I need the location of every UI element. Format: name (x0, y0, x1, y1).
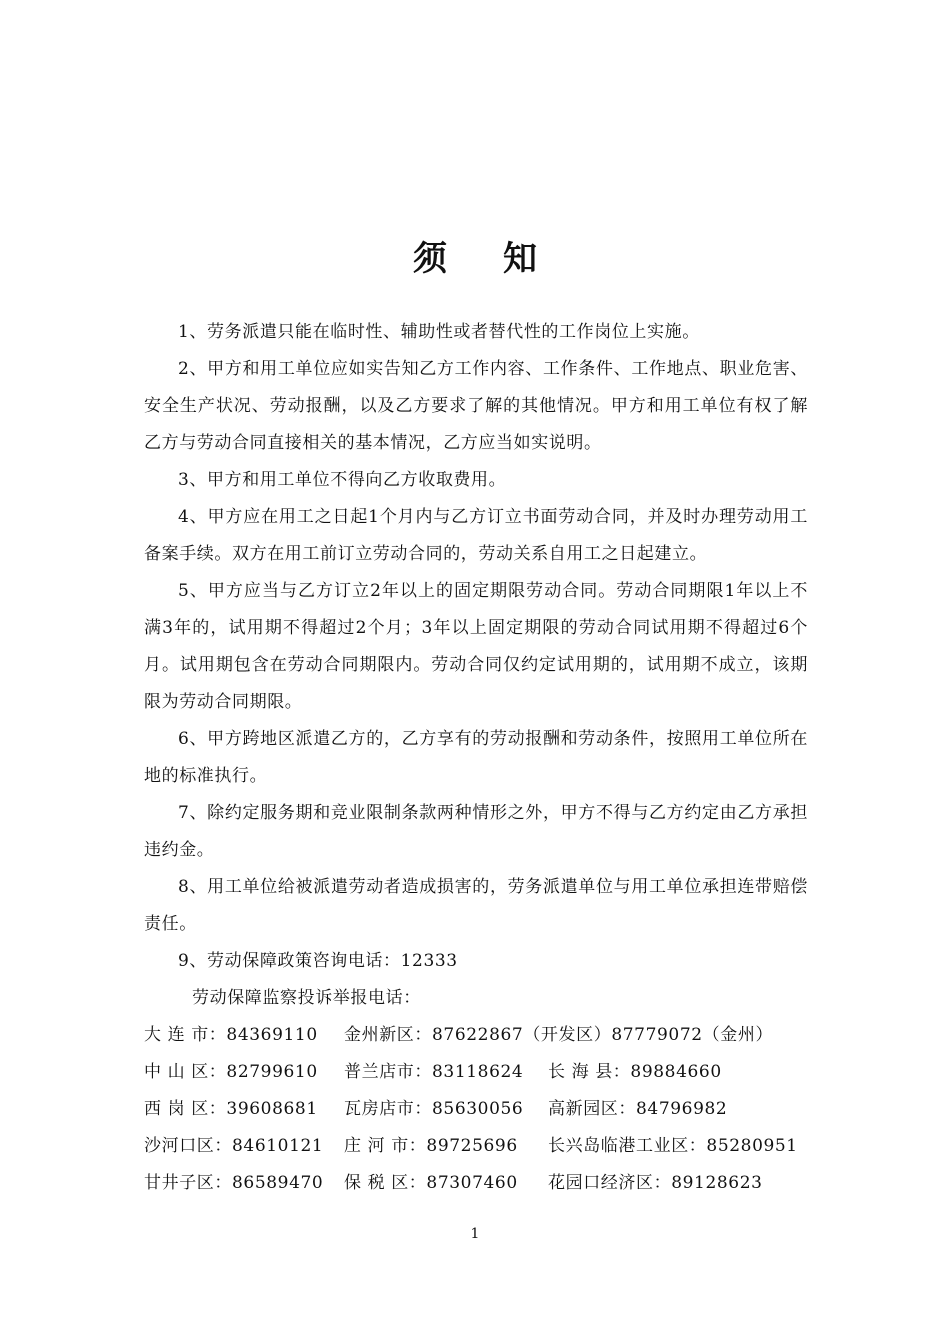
notice-item-3: 3、甲方和用工单位不得向乙方收取费用。 (178, 470, 507, 490)
phone-entry: 沙河口区：84610121 (144, 1136, 324, 1156)
page-title: 须知 (413, 239, 593, 279)
phone-row (144, 1017, 808, 1054)
notice-item-5: 5、甲方应当与乙方订立2年以上的固定期限劳动合同。劳动合同期限1年以上不满3年的，试用期不得超过2个月；3年以上固定期限的劳动合同试用期不得超过6个月。试用期包含在劳动合同期限内。劳动合同仅约定试用期的，试用期不成立，该期限为劳动合同期限。 (144, 581, 808, 712)
phone-entry: 保 税 区：87307460 (344, 1173, 518, 1193)
notice-item-7: 7、除约定服务期和竞业限制条款两种情形之外，甲方不得与乙方约定由乙方承担违约金。 (144, 803, 808, 860)
phone-row (144, 1128, 808, 1165)
phone-entry: 庄 河 市：89725696 (344, 1136, 518, 1156)
notice-item-2: 2、甲方和用工单位应如实告知乙方工作内容、工作条件、工作地点、职业危害、安全生产状况、劳动报酬，以及乙方要求了解的其他情况。甲方和用工单位有权了解乙方与劳动合同直接相关的基本情况，乙方应当如实说明。 (144, 359, 808, 453)
notice-item-9: 9、劳动保障政策咨询电话：12333 (178, 951, 458, 971)
hotline-heading: 劳动保障监察投诉举报电话： (192, 988, 421, 1008)
phone-entry: 长 海 县：89884660 (548, 1062, 722, 1082)
phone-entry: 中 山 区：82799610 (144, 1062, 318, 1082)
notice-item-4: 4、甲方应在用工之日起1个月内与乙方订立书面劳动合同，并及时办理劳动用工备案手续。双方在用工前订立劳动合同的，劳动关系自用工之日起建立。 (144, 507, 808, 564)
notice-item-1: 1、劳务派遣只能在临时性、辅助性或者替代性的工作岗位上实施。 (178, 322, 700, 342)
notice-item-6: 6、甲方跨地区派遣乙方的，乙方享有的劳动报酬和劳动条件，按照用工单位所在地的标准执行。 (144, 729, 808, 786)
phone-entry: 花园口经济区：89128623 (548, 1173, 763, 1193)
notice-item-8: 8、用工单位给被派遣劳动者造成损害的，劳务派遣单位与用工单位承担连带赔偿责任。 (144, 877, 808, 934)
phone-entry: 普兰店市：83118624 (344, 1062, 524, 1082)
page-number: 1 (470, 1226, 480, 1242)
phone-row (144, 1091, 808, 1128)
phone-entry: 长兴岛临港工业区：85280951 (548, 1136, 798, 1156)
phone-entry: 西 岗 区：39608681 (144, 1099, 318, 1119)
phone-entry: 高新园区：84796982 (548, 1099, 728, 1119)
phone-entry: 甘井子区：86589470 (144, 1173, 324, 1193)
phone-row (144, 1054, 808, 1091)
notice-body (144, 314, 808, 1202)
phone-entry: 金州新区：87622867（开发区）87779072（金州） (344, 1025, 774, 1045)
phone-row (144, 1165, 808, 1202)
phone-entry: 瓦房店市：85630056 (344, 1099, 524, 1119)
phone-entry: 大 连 市：84369110 (144, 1025, 318, 1045)
